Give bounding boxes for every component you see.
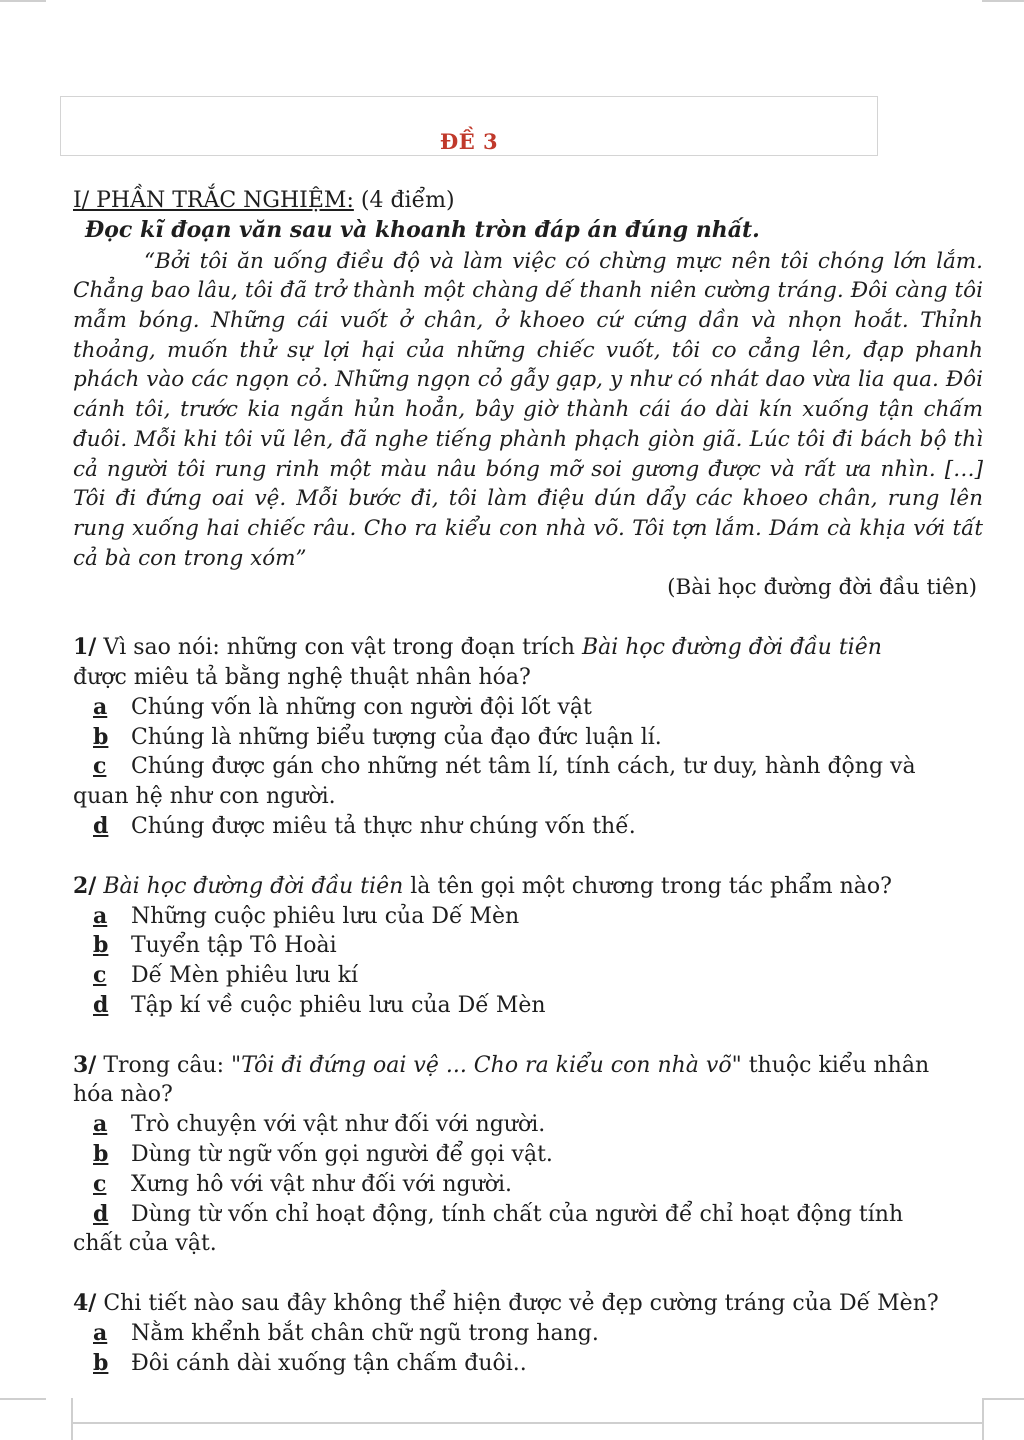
question-number: 3/	[73, 1051, 97, 1078]
question-4	[73, 1289, 983, 1378]
question-text-italic: Bài học đường đời đầu tiên	[103, 873, 404, 899]
option-c[interactable]	[73, 752, 983, 812]
question-1	[73, 633, 983, 842]
document-body	[73, 186, 983, 1379]
option-d[interactable]	[73, 991, 983, 1021]
option-text: Những cuộc phiêu lưu của Dế Mèn	[131, 903, 520, 929]
option-letter: d	[93, 1200, 109, 1227]
option-a[interactable]	[73, 1110, 983, 1140]
option-letter: c	[93, 753, 107, 780]
option-letter: a	[93, 1320, 108, 1347]
option-a[interactable]	[73, 1319, 983, 1349]
option-letter: b	[93, 932, 109, 959]
crop-mark-bottom-left-h	[0, 1398, 46, 1400]
question-text-line2: được miêu tả bằng nghệ thuật nhân hóa?	[73, 664, 531, 690]
instruction: Đọc kĩ đoạn văn sau và khoanh tròn đáp án đúng nhất.	[85, 216, 760, 243]
option-letter: b	[93, 1141, 109, 1168]
option-b[interactable]	[73, 931, 983, 961]
option-text: Chúng là những biểu tượng của đạo đức luận lí.	[131, 724, 662, 750]
passage-source: (Bài học đường đời đầu tiên)	[667, 575, 977, 601]
crop-mark-top-left	[0, 0, 46, 2]
question-text-italic: Tôi đi đứng oai vệ ... Cho ra kiểu con nhà võ	[241, 1052, 732, 1078]
option-b[interactable]	[73, 1140, 983, 1170]
title-box	[60, 96, 878, 156]
crop-mark-bottom-right-h	[982, 1398, 1024, 1400]
option-c[interactable]	[73, 1170, 983, 1200]
reading-passage	[73, 247, 983, 574]
option-letter: b	[93, 1349, 109, 1376]
option-a[interactable]	[73, 693, 983, 723]
question-text-line2: hóa nào?	[73, 1082, 173, 1108]
option-text: Chúng được miêu tả thực như chúng vốn thế.	[131, 813, 636, 839]
option-letter: a	[93, 1111, 108, 1138]
option-text: Trò chuyện với vật như đối với người.	[131, 1112, 546, 1138]
option-letter: b	[93, 723, 109, 750]
option-a[interactable]	[73, 902, 983, 932]
passage-text: “Bởi tôi ăn uống điều độ và làm việc có chừng mực nên tôi chóng lớn lắm. Chẳng bao lâu, tôi đã trở thành một chàng dế thanh niên cường tráng. Đôi càng tôi mẫm bóng. Những cái vuốt ở chân, ở khoeo cứ cứng dần và nhọn hoắt. Thỉnh thoảng, muốn thử sự lợi hại của những chiếc vuốt, tôi co cẳng lên, đạp phanh phách vào các ngọn cỏ. Những ngọn cỏ gẫy gạp, y như có nhát dao vừa lia qua. Đôi cánh tôi, trước kia ngắn hủn hoẳn, bây giờ thành cái áo dài kín xuống tận chấm đuôi. Mỗi khi tôi vũ lên, đã nghe tiếng phành phạch giòn giã. Lúc tôi đi bách bộ thì cả người tôi rung rinh một màu nâu bóng mỡ soi gương được và rất ưa nhìn. […] Tôi đi đứng oai vệ. Mỗi bước đi, tôi làm điệu dún dẩy các khoeo chân, rung lên rung xuống hai chiếc râu. Cho ra kiểu con nhà võ. Tôi tợn lắm. Dám cà khịa với tất cả bà con trong xóm”	[73, 248, 983, 571]
option-c[interactable]	[73, 961, 983, 991]
crop-mark-bottom-left-v	[71, 1398, 73, 1440]
option-text: Nằm khểnh bắt chân chữ ngũ trong hang.	[131, 1321, 599, 1347]
option-text-continued: chất của vật.	[73, 1231, 217, 1257]
option-text: Chúng được gán cho những nét tâm lí, tính cách, tư duy, hành động và	[131, 754, 916, 780]
option-letter: d	[93, 812, 109, 839]
option-letter: d	[93, 991, 109, 1018]
option-text: Dùng từ vốn chỉ hoạt động, tính chất của người để chỉ hoạt động tính	[131, 1201, 904, 1227]
option-letter: a	[93, 902, 108, 929]
section-heading	[73, 186, 983, 216]
option-text: Tuyển tập Tô Hoài	[131, 933, 337, 959]
option-letter: a	[93, 693, 108, 720]
option-text: Đôi cánh dài xuống tận chấm đuôi..	[131, 1350, 527, 1376]
option-text-continued: quan hệ như con người.	[73, 784, 336, 810]
question-number: 2/	[73, 872, 97, 899]
question-number: 1/	[73, 634, 97, 661]
question-text-after: " thuộc kiểu nhân	[731, 1052, 930, 1078]
option-text: Dùng từ ngữ vốn gọi người để gọi vật.	[131, 1142, 553, 1168]
question-2	[73, 872, 983, 1021]
question-text: Trong câu: "	[103, 1052, 242, 1078]
option-text: Dế Mèn phiêu lưu kí	[131, 963, 359, 989]
crop-mark-top-right	[982, 0, 1024, 2]
question-number: 4/	[73, 1290, 97, 1317]
page-title: ĐỀ 3	[439, 129, 499, 154]
option-text: Tập kí về cuộc phiêu lưu của Dế Mèn	[131, 992, 546, 1018]
option-text: Chúng vốn là những con người đội lốt vật	[131, 694, 592, 720]
option-letter: c	[93, 1170, 107, 1197]
option-d[interactable]	[73, 1200, 983, 1260]
option-b[interactable]	[73, 1349, 983, 1379]
option-b[interactable]	[73, 723, 983, 753]
question-3	[73, 1051, 983, 1260]
question-text: là tên gọi một chương trong tác phẩm nào?	[403, 873, 892, 899]
option-text: Xưng hô với vật như đối với người.	[131, 1171, 513, 1197]
question-text: Chi tiết nào sau đây không thể hiện được vẻ đẹp cường tráng của Dế Mèn?	[103, 1291, 939, 1317]
option-d[interactable]	[73, 812, 983, 842]
section-title: I/ PHẦN TRẮC NGHIỆM:	[73, 188, 354, 213]
page-bottom-rule	[73, 1422, 983, 1424]
question-text: Vì sao nói: những con vật trong đoạn trích	[103, 635, 582, 661]
crop-mark-bottom-right-v	[982, 1398, 984, 1440]
option-letter: c	[93, 962, 107, 989]
question-text-italic: Bài học đường đời đầu tiên	[581, 635, 882, 661]
section-points: (4 điểm)	[360, 188, 455, 213]
